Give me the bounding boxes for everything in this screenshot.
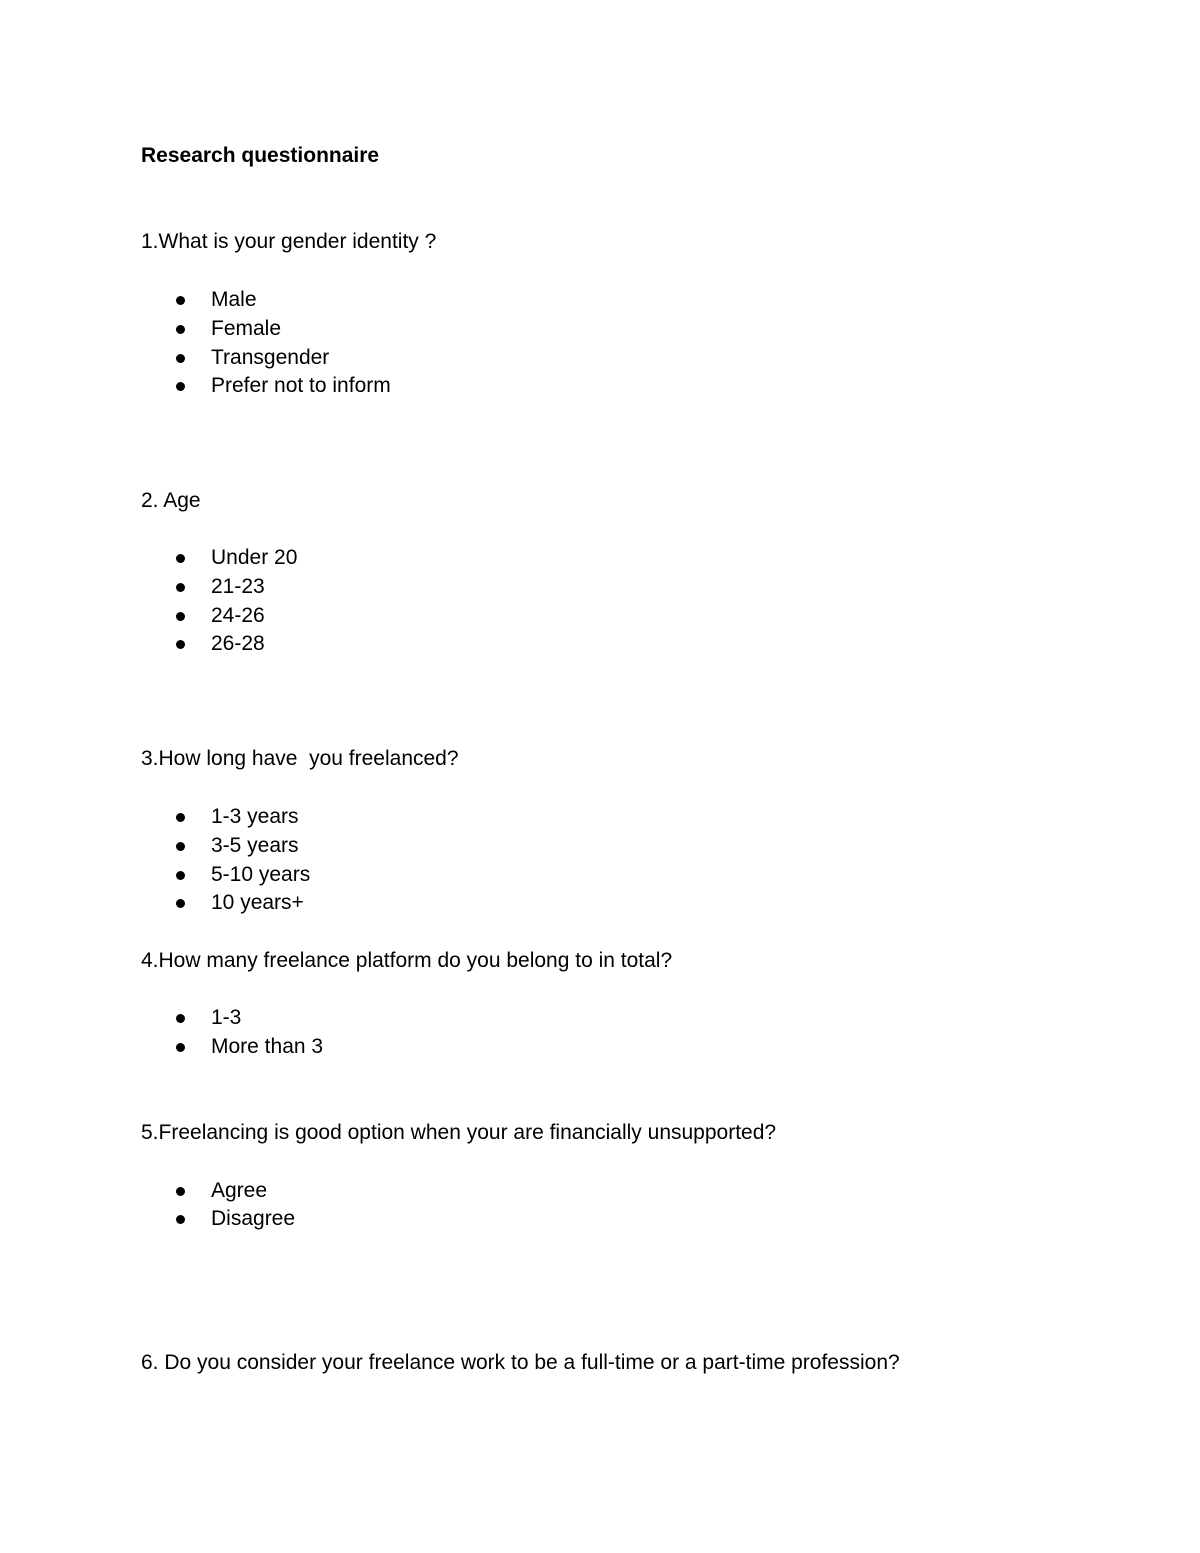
bullet-icon <box>176 899 185 908</box>
list-item <box>0 573 900 601</box>
list-item <box>0 1177 900 1205</box>
question-6: 6. Do you consider your freelance work to be a full-time or a part-time profession? <box>141 1351 900 1374</box>
question-4: 4.How many freelance platform do you belong to in total? <box>141 949 673 972</box>
bullet-icon <box>176 325 185 334</box>
option-label: Agree <box>211 1179 268 1202</box>
option-label: 1-3 <box>211 1006 242 1029</box>
question-1: 1.What is your gender identity ? <box>141 230 437 253</box>
bullet-icon <box>176 1043 185 1052</box>
option-label: 21-23 <box>211 575 265 598</box>
bullet-icon <box>176 296 185 305</box>
bullet-icon <box>176 1187 185 1196</box>
option-label: Female <box>211 317 282 340</box>
bullet-icon <box>176 612 185 621</box>
list-item <box>0 372 900 400</box>
document-title: Research questionnaire <box>141 144 380 167</box>
bullet-icon <box>176 583 185 592</box>
bullet-icon <box>176 354 185 363</box>
list-item <box>0 344 900 372</box>
list-item <box>0 1033 900 1061</box>
option-label: 26-28 <box>211 632 265 655</box>
list-item <box>0 1004 900 1032</box>
option-label: 10 years+ <box>211 891 304 914</box>
question-5: 5.Freelancing is good option when your are financially unsupported? <box>141 1121 777 1144</box>
bullet-icon <box>176 871 185 880</box>
list-item <box>0 803 900 831</box>
bullet-icon <box>176 1215 185 1224</box>
option-label: Disagree <box>211 1207 296 1230</box>
option-label: Transgender <box>211 346 330 369</box>
option-label: More than 3 <box>211 1035 324 1058</box>
bullet-icon <box>176 813 185 822</box>
option-label: 1-3 years <box>211 805 299 828</box>
bullet-icon <box>176 842 185 851</box>
list-item <box>0 286 900 314</box>
list-item <box>0 861 900 889</box>
option-label: Male <box>211 288 257 311</box>
list-item <box>0 544 900 572</box>
bullet-icon <box>176 382 185 391</box>
list-item <box>0 630 900 658</box>
list-item <box>0 602 900 630</box>
option-label: Prefer not to inform <box>211 374 391 397</box>
question-3: 3.How long have you freelanced? <box>141 747 459 770</box>
question-2: 2. Age <box>141 489 201 512</box>
list-item <box>0 315 900 343</box>
option-label: Under 20 <box>211 546 298 569</box>
option-label: 24-26 <box>211 604 265 627</box>
bullet-icon <box>176 1014 185 1023</box>
list-item <box>0 889 900 917</box>
list-item <box>0 1205 900 1233</box>
option-label: 3-5 years <box>211 834 299 857</box>
bullet-icon <box>176 640 185 649</box>
bullet-icon <box>176 554 185 563</box>
option-label: 5-10 years <box>211 863 311 886</box>
list-item <box>0 832 900 860</box>
